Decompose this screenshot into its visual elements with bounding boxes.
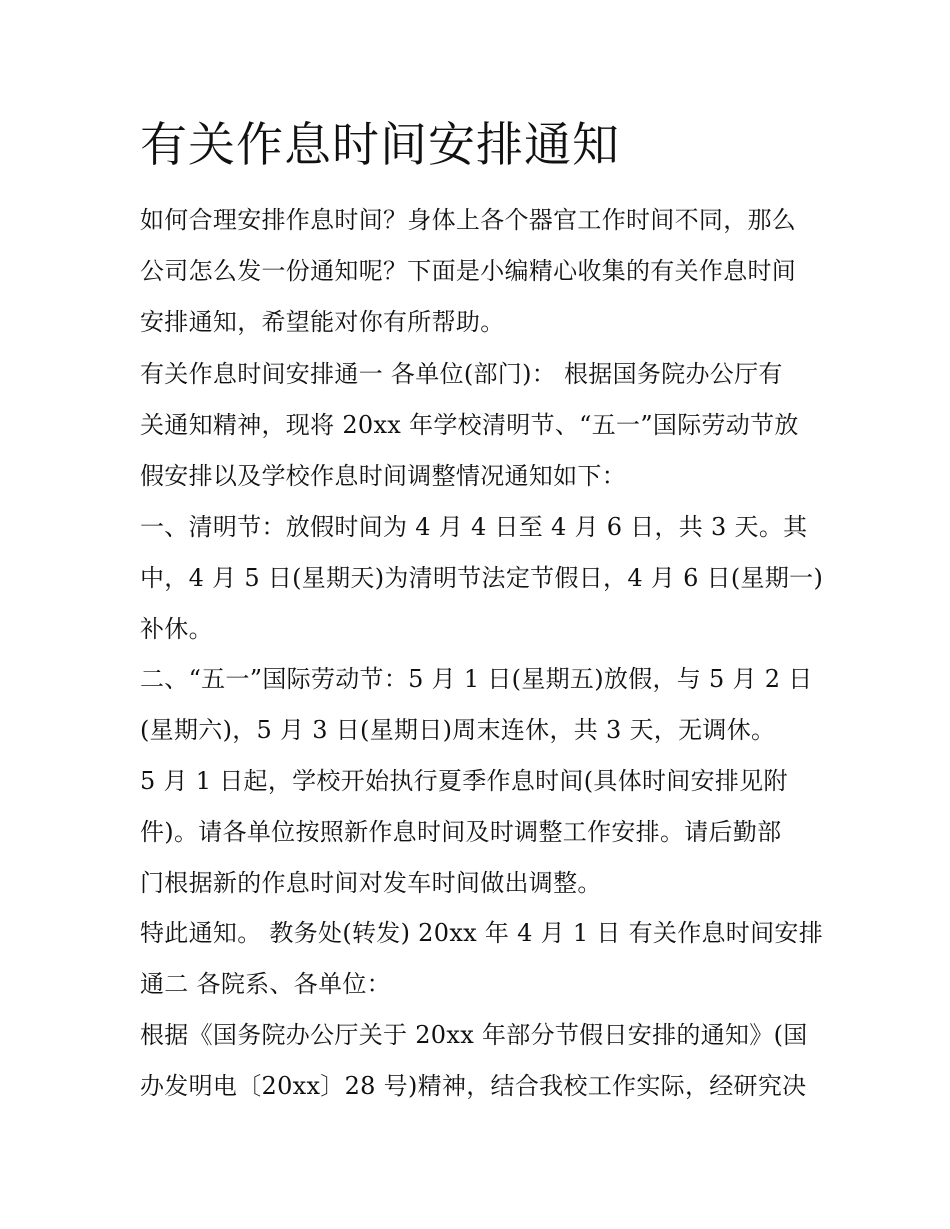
body-line: (星期六)，5 月 3 日(星期日)周末连休，共 3 天，无调休。 xyxy=(140,716,776,744)
body-line: 一、清明节：放假时间为 4 月 4 日至 4 月 6 日，共 3 天。其 xyxy=(140,513,808,541)
body-line: 特此通知。 教务处(转发) 20xx 年 4 月 1 日 有关作息时间安排 xyxy=(140,919,824,947)
body-line: 办发明电〔20xx〕28 号)精神，结合我校工作实际，经研究决 xyxy=(140,1072,807,1100)
body-line: 件)。请各单位按照新作息时间及时调整工作安排。请后勤部 xyxy=(140,818,782,846)
body-line: 关通知精神，现将 20xx 年学校清明节、“五一”国际劳动节放 xyxy=(140,411,799,439)
body-line: 二、“五一”国际劳动节：5 月 1 日(星期五)放假，与 5 月 2 日 xyxy=(140,665,813,693)
body-line: 有关作息时间安排通一 各单位(部门)： 根据国务院办公厅有 xyxy=(140,360,783,388)
body-line: 安排通知，希望能对你有所帮助。 xyxy=(140,308,505,336)
body-line: 通二 各院系、各单位： xyxy=(140,970,391,998)
body-line: 5 月 1 日起，学校开始执行夏季作息时间(具体时间安排见附 xyxy=(140,767,788,795)
body-line: 根据《国务院办公厅关于 20xx 年部分节假日安排的通知》(国 xyxy=(140,1021,808,1049)
body-line: 门根据新的作息时间对发车时间做出调整。 xyxy=(140,869,602,897)
body-line: 假安排以及学校作息时间调整情况通知如下： xyxy=(140,462,626,490)
document-title: 有关作息时间安排通知 xyxy=(140,118,620,173)
body-line: 如何合理安排作息时间？身体上各个器官工作时间不同，那么 xyxy=(140,206,797,234)
body-line: 公司怎么发一份通知呢？下面是小编精心收集的有关作息时间 xyxy=(140,257,797,285)
body-line: 中，4 月 5 日(星期天)为清明节法定节假日，4 月 6 日(星期一) xyxy=(140,564,824,592)
body-line: 补休。 xyxy=(140,615,213,643)
